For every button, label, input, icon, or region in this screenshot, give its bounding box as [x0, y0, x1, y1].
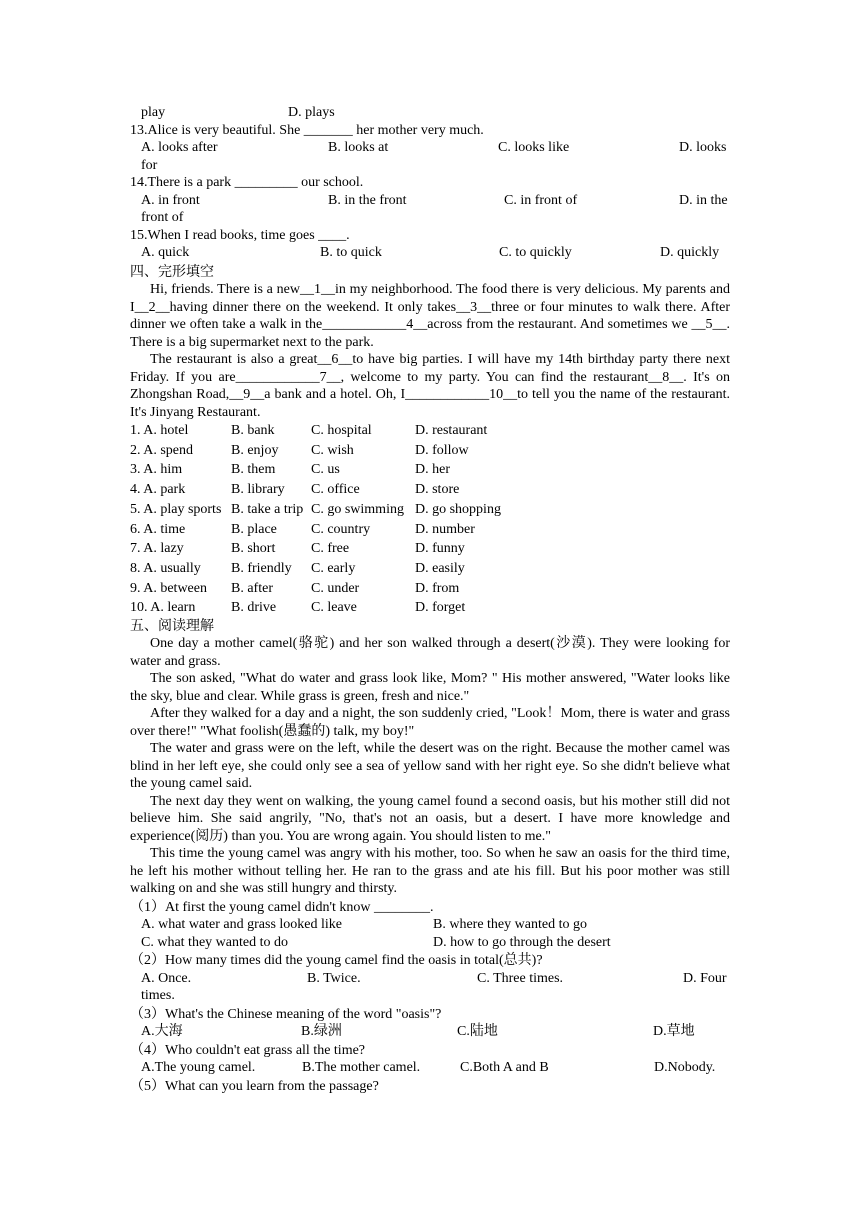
cloze-option-cell: C. us — [311, 462, 340, 478]
cloze-option-cell: C. office — [311, 482, 360, 498]
option-c: C. what they wanted to do — [141, 934, 288, 950]
cloze-option-row — [130, 579, 535, 599]
cloze-option-cell: 10. A. learn — [130, 600, 196, 616]
option-wrap: for — [141, 157, 158, 173]
option-b: B. Twice. — [307, 970, 361, 986]
cloze-option-cell: 9. A. between — [130, 580, 207, 596]
reading-paragraph: This time the young camel was angry with his mother, too. So when he saw an oasis for the third time, he left his mother without telling her. He ran to the grass and ate his fill. But his poor mother was still walking on and she was still hungry and thirsty. — [130, 846, 730, 897]
option-d: D. Four — [683, 970, 727, 986]
cloze-option-cell: D. easily — [415, 560, 465, 576]
cloze-option-row — [130, 460, 535, 480]
cloze-option-cell: 6. A. time — [130, 521, 186, 537]
question-stem: （4）Who couldn't eat grass all the time? — [130, 1042, 366, 1058]
cloze-option-cell: D. follow — [415, 442, 469, 458]
cloze-paragraph-2: The restaurant is also a great__6__to have big parties. I will have my 14th birthday party there next Friday. If you are____________7__, welcome to my party. You can find the restaurant__8__. It's on Zhongshan Road,__9__a bank and a hotel. Oh, I____________10__to tell you the name of the restaurant. It's Jinyang Restaurant. — [130, 352, 730, 420]
cloze-option-cell: C. go swimming — [311, 501, 404, 517]
question-13 — [130, 122, 730, 175]
option-a: A.The young camel. — [141, 1060, 256, 1076]
question-stem: （3）What's the Chinese meaning of the word "oasis"? — [130, 1006, 442, 1022]
reading-paragraph: After they walked for a day and a night, the son suddenly cried, "Look！Mom, there is water and grass over there!" "What foolish(愚蠢的) talk, my boy!" — [130, 706, 730, 739]
option-b: B.绿洲 — [301, 1024, 342, 1040]
option-a: A. in front — [141, 192, 200, 208]
option-b: B. to quick — [320, 245, 382, 260]
option-c: C. looks like — [498, 140, 570, 155]
options-row — [130, 244, 730, 262]
option-b: B. where they wanted to go — [433, 917, 587, 933]
cloze-option-cell: D. forget — [415, 600, 466, 616]
cloze-option-cell: C. country — [311, 521, 371, 537]
cloze-option-row — [130, 519, 535, 539]
option-d: D. how to go through the desert — [433, 934, 611, 950]
option-c: C.陆地 — [457, 1024, 498, 1040]
question-stem: （1）At first the young camel didn't know ________. — [130, 899, 434, 915]
cloze-option-cell: D. go shopping — [415, 501, 501, 517]
cloze-option-cell: B. after — [231, 580, 273, 596]
q12-continuation — [130, 104, 730, 122]
cloze-option-row — [130, 598, 535, 618]
option-c: C. in front of — [504, 192, 578, 208]
question-stem: （2）How many times did the young camel find the oasis in total(总共)? — [130, 953, 543, 969]
question-stem: 14.There is a park _________ our school. — [130, 175, 364, 190]
cloze-option-cell: 2. A. spend — [130, 442, 193, 458]
question-stem: 15.When I read books, time goes ____. — [130, 227, 350, 243]
question-stem: （5）What can you learn from the passage? — [130, 1078, 379, 1094]
reading-question-2 — [130, 952, 730, 1005]
option-d: D.草地 — [653, 1024, 695, 1040]
cloze-option-cell: D. store — [415, 482, 460, 498]
cloze-option-cell: B. library — [231, 482, 285, 498]
cloze-option-cell: 8. A. usually — [130, 560, 201, 576]
option-a: A. Once. — [141, 970, 192, 986]
option-b: B. looks at — [328, 140, 389, 155]
section-title-cloze: 四、完形填空 — [130, 264, 214, 280]
cloze-option-cell: D. restaurant — [415, 423, 488, 439]
cloze-option-cell: B. enjoy — [231, 442, 279, 458]
option-wrap: times. — [141, 988, 175, 1004]
option-b: B.The mother camel. — [302, 1060, 421, 1076]
cloze-option-cell: B. drive — [231, 600, 277, 616]
option-c: C. to quickly — [499, 245, 572, 260]
option-d: D. plays — [288, 105, 335, 120]
cloze-option-cell: B. place — [231, 521, 277, 537]
cloze-option-cell: C. leave — [311, 600, 357, 616]
cloze-option-row — [130, 500, 535, 520]
cloze-option-cell: C. free — [311, 541, 350, 557]
cloze-option-cell: B. take a trip — [231, 501, 304, 517]
cloze-option-row — [130, 441, 535, 461]
options-row — [130, 192, 730, 210]
cloze-option-cell: B. friendly — [231, 560, 292, 576]
cloze-option-cell: B. short — [231, 541, 276, 557]
reading-paragraph: The next day they went on walking, the young camel found a second oasis, but his mother still did not believe him. She said angrily, "No, that's not an oasis, but a desert. I have more knowledge and experience(阅历) than you. You are wrong again. You should listen to me." — [130, 793, 730, 844]
reading-question-5 — [130, 1078, 730, 1096]
cloze-option-cell: D. number — [415, 521, 475, 537]
cloze-options-table — [130, 421, 535, 618]
cloze-option-row — [130, 559, 535, 579]
cloze-option-cell: 1. A. hotel — [130, 423, 189, 439]
cloze-paragraph-1: Hi, friends. There is a new__1__in my neighborhood. The food there is very delicious. My parents and I__2__having dinner there on the weekend. It only takes__3__three or four minutes to walk there. After dinner we often take a walk in the____________4__across from the restaurant. And sometimes we __5__. There is a big supermarket next to the park. — [130, 282, 730, 350]
option-c: C. Three times. — [477, 970, 564, 986]
cloze-option-cell: C. early — [311, 560, 356, 576]
question-14 — [130, 174, 730, 227]
cloze-option-cell: B. bank — [231, 423, 275, 439]
option-a: A. what water and grass looked like — [141, 917, 342, 933]
option-a: A. quick — [141, 245, 190, 260]
options-row — [130, 970, 730, 988]
reading-paragraph: The son asked, "What do water and grass look like, Mom? " His mother answered, "Water looks like the sky, blue and clear. While grass is green, fresh and nice." — [130, 671, 730, 704]
section-title-reading: 五、阅读理解 — [130, 618, 214, 634]
cloze-option-cell: 5. A. play sports — [130, 501, 222, 517]
options-row — [130, 934, 730, 952]
reading-question-4 — [130, 1042, 730, 1077]
cloze-option-cell: 7. A. lazy — [130, 541, 184, 557]
option-wrap: front of — [141, 210, 184, 225]
reading-paragraph: The water and grass were on the left, while the desert was on the right. Because the mother camel was blind in her left eye, she could only see a sea of yellow sand with her right eye. So she didn't believe what the young camel said. — [130, 741, 730, 792]
cloze-option-cell: C. wish — [311, 442, 354, 458]
cloze-option-cell: D. her — [415, 462, 450, 478]
cloze-option-row — [130, 421, 535, 441]
reading-paragraph: One day a mother camel(骆驼) and her son walked through a desert(沙漠). They were looking for water and grass. — [130, 636, 730, 669]
option-d: D.Nobody. — [654, 1060, 716, 1076]
cloze-option-cell: C. under — [311, 580, 360, 596]
question-stem: 13.Alice is very beautiful. She _______ her mother very much. — [130, 122, 484, 138]
options-row — [130, 916, 730, 934]
cloze-option-cell: 3. A. him — [130, 462, 183, 478]
worksheet-page — [130, 104, 730, 1095]
options-row — [130, 139, 730, 157]
option-c-fragment: play — [141, 105, 166, 120]
cloze-option-row — [130, 480, 535, 500]
reading-question-1 — [130, 899, 730, 952]
option-d: D. looks — [679, 140, 727, 155]
cloze-option-cell: C. hospital — [311, 423, 372, 439]
question-15 — [130, 227, 730, 262]
cloze-option-cell: B. them — [231, 462, 276, 478]
option-a: A.大海 — [141, 1024, 183, 1040]
reading-question-3 — [130, 1006, 730, 1041]
cloze-option-cell: D. funny — [415, 541, 465, 557]
cloze-option-row — [130, 539, 535, 559]
option-d: D. in the — [679, 192, 728, 208]
option-b: B. in the front — [328, 192, 407, 208]
cloze-option-cell: D. from — [415, 580, 460, 596]
option-a: A. looks after — [141, 140, 218, 155]
options-row — [130, 1023, 730, 1041]
option-c: C.Both A and B — [460, 1060, 549, 1076]
cloze-option-cell: 4. A. park — [130, 482, 186, 498]
options-row — [130, 1059, 730, 1077]
option-d: D. quickly — [660, 245, 720, 260]
reading-passage — [130, 635, 730, 898]
